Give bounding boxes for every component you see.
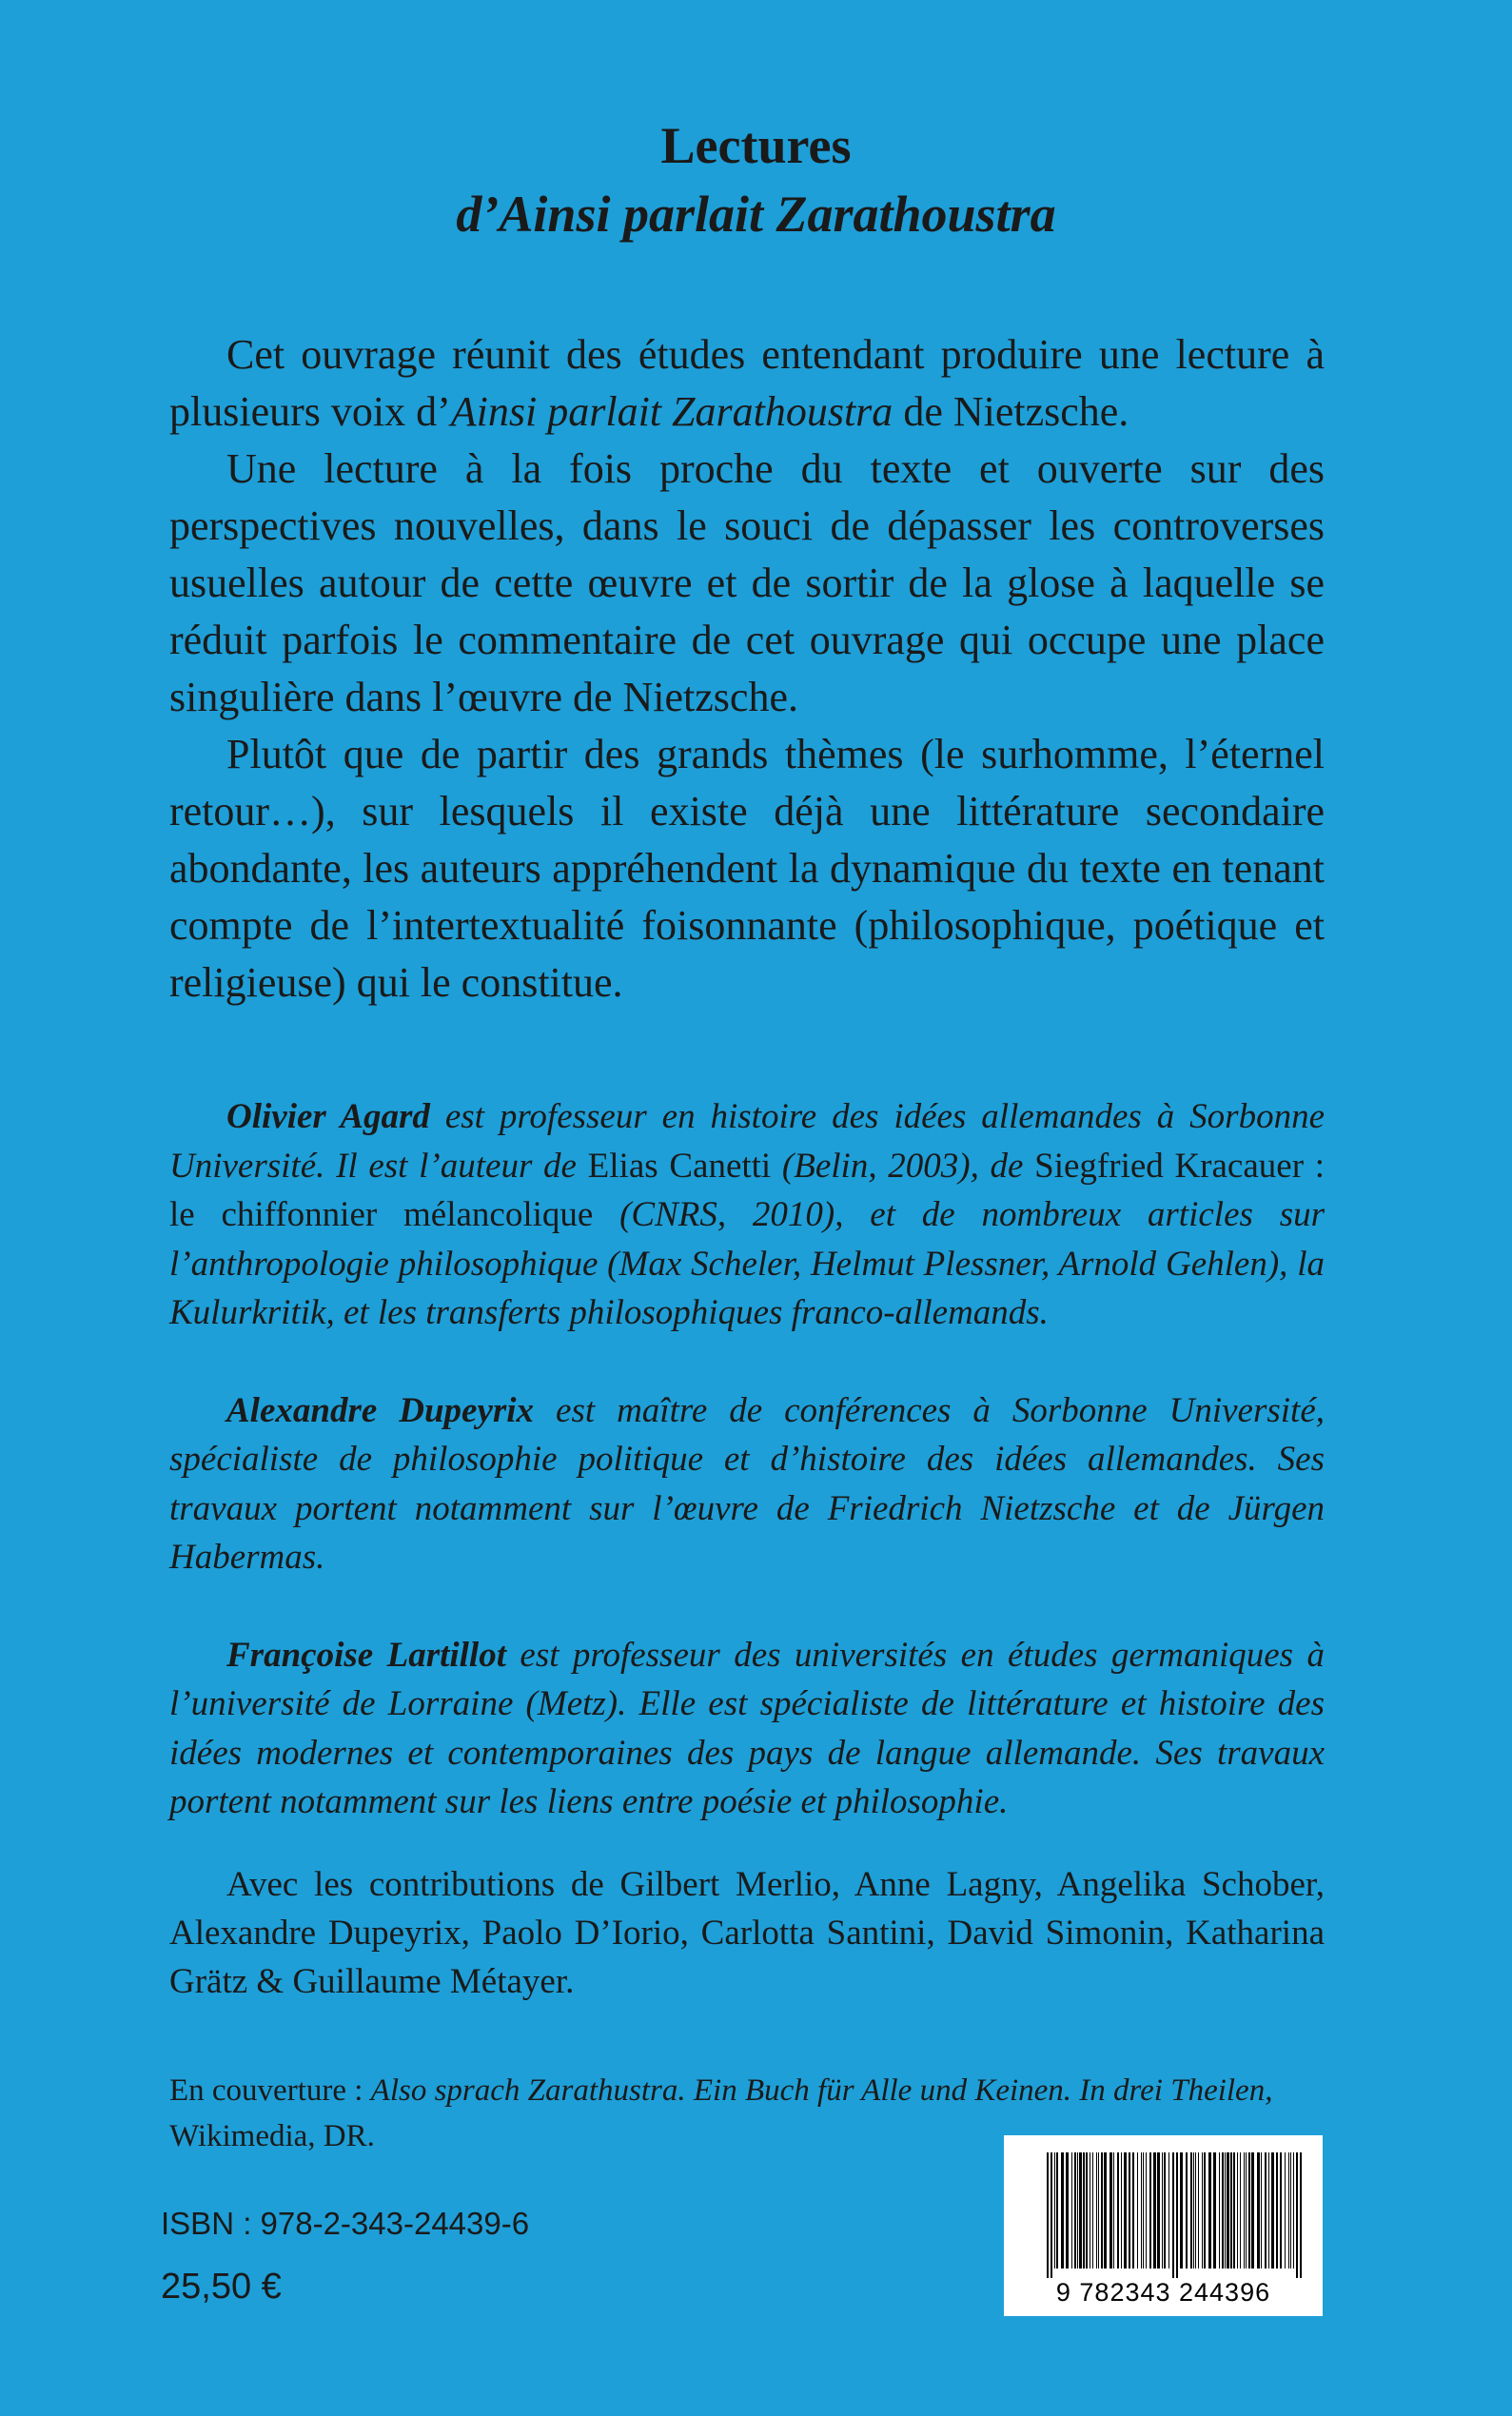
bio-agard: Olivier Agard est professeur en histoire des idées allemandes à Sorbonne Université. Il est l’auteur de Elias Canetti (Belin, 2003), de Siegfried Kracauer : le chiffonnier mélancolique (CNRS, 2010), et de nombreux articles sur l’anthropologie philosophique (Max Scheler, Helmut Plessner, Arnold Gehlen), la Kulurkritik, et les transferts philosophiques franco-allemands. <box>169 1097 1325 1332</box>
isbn: ISBN : 978-2-343-24439-6 <box>161 2206 530 2241</box>
barcode-bar <box>1071 2152 1072 2269</box>
barcode-guard-bar <box>1300 2152 1302 2278</box>
barcode-bar <box>1280 2152 1282 2269</box>
barcode-bar <box>1079 2152 1082 2269</box>
barcode-bar <box>1129 2152 1130 2269</box>
contributors <box>169 1860 1325 2006</box>
barcode-bar <box>1227 2152 1229 2269</box>
barcode-bar <box>1056 2152 1058 2269</box>
barcode-bar <box>1219 2152 1220 2269</box>
bio-dupeyrix: Alexandre Dupeyrix est maître de conférences à Sorbonne Université, spécialiste de philosophie politique et d’histoire des idées allemandes. Ses travaux portent notamment sur l’œuvre de Friedrich Nietzsche et de Jürgen Habermas. <box>169 1390 1325 1577</box>
book-title-italic: Ainsi parlait Zarathoustra <box>450 388 893 435</box>
barcode-bar <box>1153 2152 1156 2269</box>
barcode-bar <box>1257 2152 1260 2269</box>
price: 25,50 € <box>161 2267 282 2307</box>
barcode-bar <box>1086 2152 1088 2269</box>
barcode-bar <box>1213 2152 1216 2269</box>
barcode-bar <box>1143 2152 1144 2269</box>
barcode-bar <box>1137 2152 1138 2269</box>
description-paragraph-2: Une lecture à la fois proche du texte et ouverte sur des perspectives nouvelles, dans le souci de dépasser les controverses usuelles autour de cette œuvre et de sortir de la glose à laquelle se réduit parfois le commentaire de cet ouvrage qui occupe une place singulière dans l’œuvre de Nietzsche. <box>169 445 1325 720</box>
barcode-bar <box>1164 2152 1166 2269</box>
barcode-bar <box>1074 2152 1076 2269</box>
barcode-bar <box>1121 2152 1122 2269</box>
author-bios <box>169 1092 1325 1876</box>
barcode-bar <box>1198 2152 1199 2269</box>
barcode-bar <box>1077 2152 1078 2269</box>
barcode-bar <box>1113 2152 1114 2269</box>
barcode-bar <box>1230 2152 1232 2269</box>
barcode-bar <box>1276 2152 1278 2269</box>
barcode-bar <box>1104 2152 1107 2269</box>
barcode-bar <box>1225 2152 1226 2269</box>
description <box>169 326 1325 1012</box>
barcode-bar <box>1117 2152 1119 2269</box>
barcode-bar <box>1204 2152 1206 2269</box>
barcode-guard-bar <box>1296 2152 1298 2278</box>
barcode-bar <box>1162 2152 1163 2269</box>
title-main: Lectures <box>660 117 852 174</box>
barcode <box>1004 2135 1323 2316</box>
barcode-bar <box>1132 2152 1134 2269</box>
barcode-bar <box>1208 2152 1211 2269</box>
barcode-bar <box>1290 2152 1291 2269</box>
barcode-bar <box>1271 2152 1274 2269</box>
barcode-bar <box>1083 2152 1085 2269</box>
barcode-bar <box>1190 2152 1192 2269</box>
barcode-bar <box>1180 2152 1183 2269</box>
description-paragraph-3: Plutôt que de partir des grands thèmes (le surhomme, l’éternel retour…), sur lesquels il existe déjà une littérature secondaire abondante, les auteurs appréhendent la dynamique du texte en tenant compte de l’intertextualité foisonnante (philosophique, poétique et religieuse) qui le constitue. <box>169 731 1325 1006</box>
barcode-bar <box>1098 2152 1099 2269</box>
barcode-bar <box>1124 2152 1127 2269</box>
author-name: Olivier Agard <box>226 1097 430 1136</box>
book-title: Elias Canetti <box>587 1146 772 1186</box>
barcode-bars-icon <box>1004 2135 1323 2278</box>
author-name: Alexandre Dupeyrix <box>226 1390 535 1430</box>
barcode-bar <box>1195 2152 1196 2269</box>
barcode-bar <box>1149 2152 1151 2269</box>
barcode-guard-bar <box>1047 2152 1049 2278</box>
barcode-bar <box>1248 2152 1250 2269</box>
author-name: Françoise Lartillot <box>226 1635 506 1675</box>
barcode-bar <box>1237 2152 1238 2269</box>
barcode-guard-bar <box>1051 2152 1052 2278</box>
barcode-bar <box>1233 2152 1235 2269</box>
barcode-bar <box>1141 2152 1142 2269</box>
barcode-bar <box>1268 2152 1269 2269</box>
barcode-bar <box>1251 2152 1254 2269</box>
barcode-guard-bar <box>1172 2152 1174 2278</box>
contributors-text: Avec les contributions de Gilbert Merlio, Anne Lagny, Angelika Schober, Alexandre Dupeyrix, Paolo D’Iorio, Carlotta Santini, David Simonin, Katharina Grätz & Guillaume Métayer. <box>169 1865 1325 2001</box>
barcode-bar <box>1109 2152 1112 2269</box>
barcode-bar <box>1261 2152 1262 2269</box>
barcode-bar <box>1054 2152 1055 2269</box>
barcode-bar <box>1146 2152 1147 2269</box>
barcode-bar <box>1288 2152 1289 2269</box>
title-subtitle: d’Ainsi parlait Zarathoustra <box>456 186 1056 243</box>
barcode-bar <box>1222 2152 1224 2269</box>
barcode-bar <box>1193 2152 1194 2269</box>
cover-credit: En couverture : Also sprach Zarathustra. Ein Buch für Alle und Keinen. In drei Theilen, Wikimedia, DR. <box>169 2073 1273 2153</box>
barcode-bar <box>1293 2152 1294 2269</box>
book-title: Siegfried Kracauer : le chiffonnier mélancolique <box>169 1146 1325 1234</box>
barcode-bar <box>1244 2152 1245 2269</box>
barcode-digits: 9 782343 244396 <box>1055 2278 1271 2307</box>
barcode-bar <box>1285 2152 1286 2269</box>
barcode-bar <box>1096 2152 1097 2269</box>
barcode-bar <box>1157 2152 1160 2269</box>
barcode-bar <box>1265 2152 1267 2269</box>
barcode-bar <box>1101 2152 1103 2269</box>
description-paragraph-1: Cet ouvrage réunit des études entendant produire une lecture à plusieurs voix d’Ainsi parlait Zarathoustra de Nietzsche. <box>169 331 1325 435</box>
cover-work-title: Also sprach Zarathustra. Ein Buch für Alle und Keinen. In drei Theilen, <box>370 2073 1273 2108</box>
barcode-bar <box>1202 2152 1203 2269</box>
barcode-bar <box>1240 2152 1241 2269</box>
barcode-bar <box>1168 2152 1169 2269</box>
barcode-bar <box>1066 2152 1069 2269</box>
barcode-bar <box>1092 2152 1093 2269</box>
barcode-bar <box>1186 2152 1188 2269</box>
bio-lartillot: Françoise Lartillot est professeur des universités en études germaniques à l’université de Lorraine (Metz). Elle est spécialiste de littérature et histoire des idées modernes et contemporaines des pays de langue allemande. Ses travaux portent notamment sur les liens entre poésie et philosophie. <box>169 1635 1325 1821</box>
barcode-bar <box>1246 2152 1247 2269</box>
title-block <box>0 112 1512 249</box>
barcode-guard-bar <box>1176 2152 1178 2278</box>
barcode-bar <box>1061 2152 1064 2269</box>
